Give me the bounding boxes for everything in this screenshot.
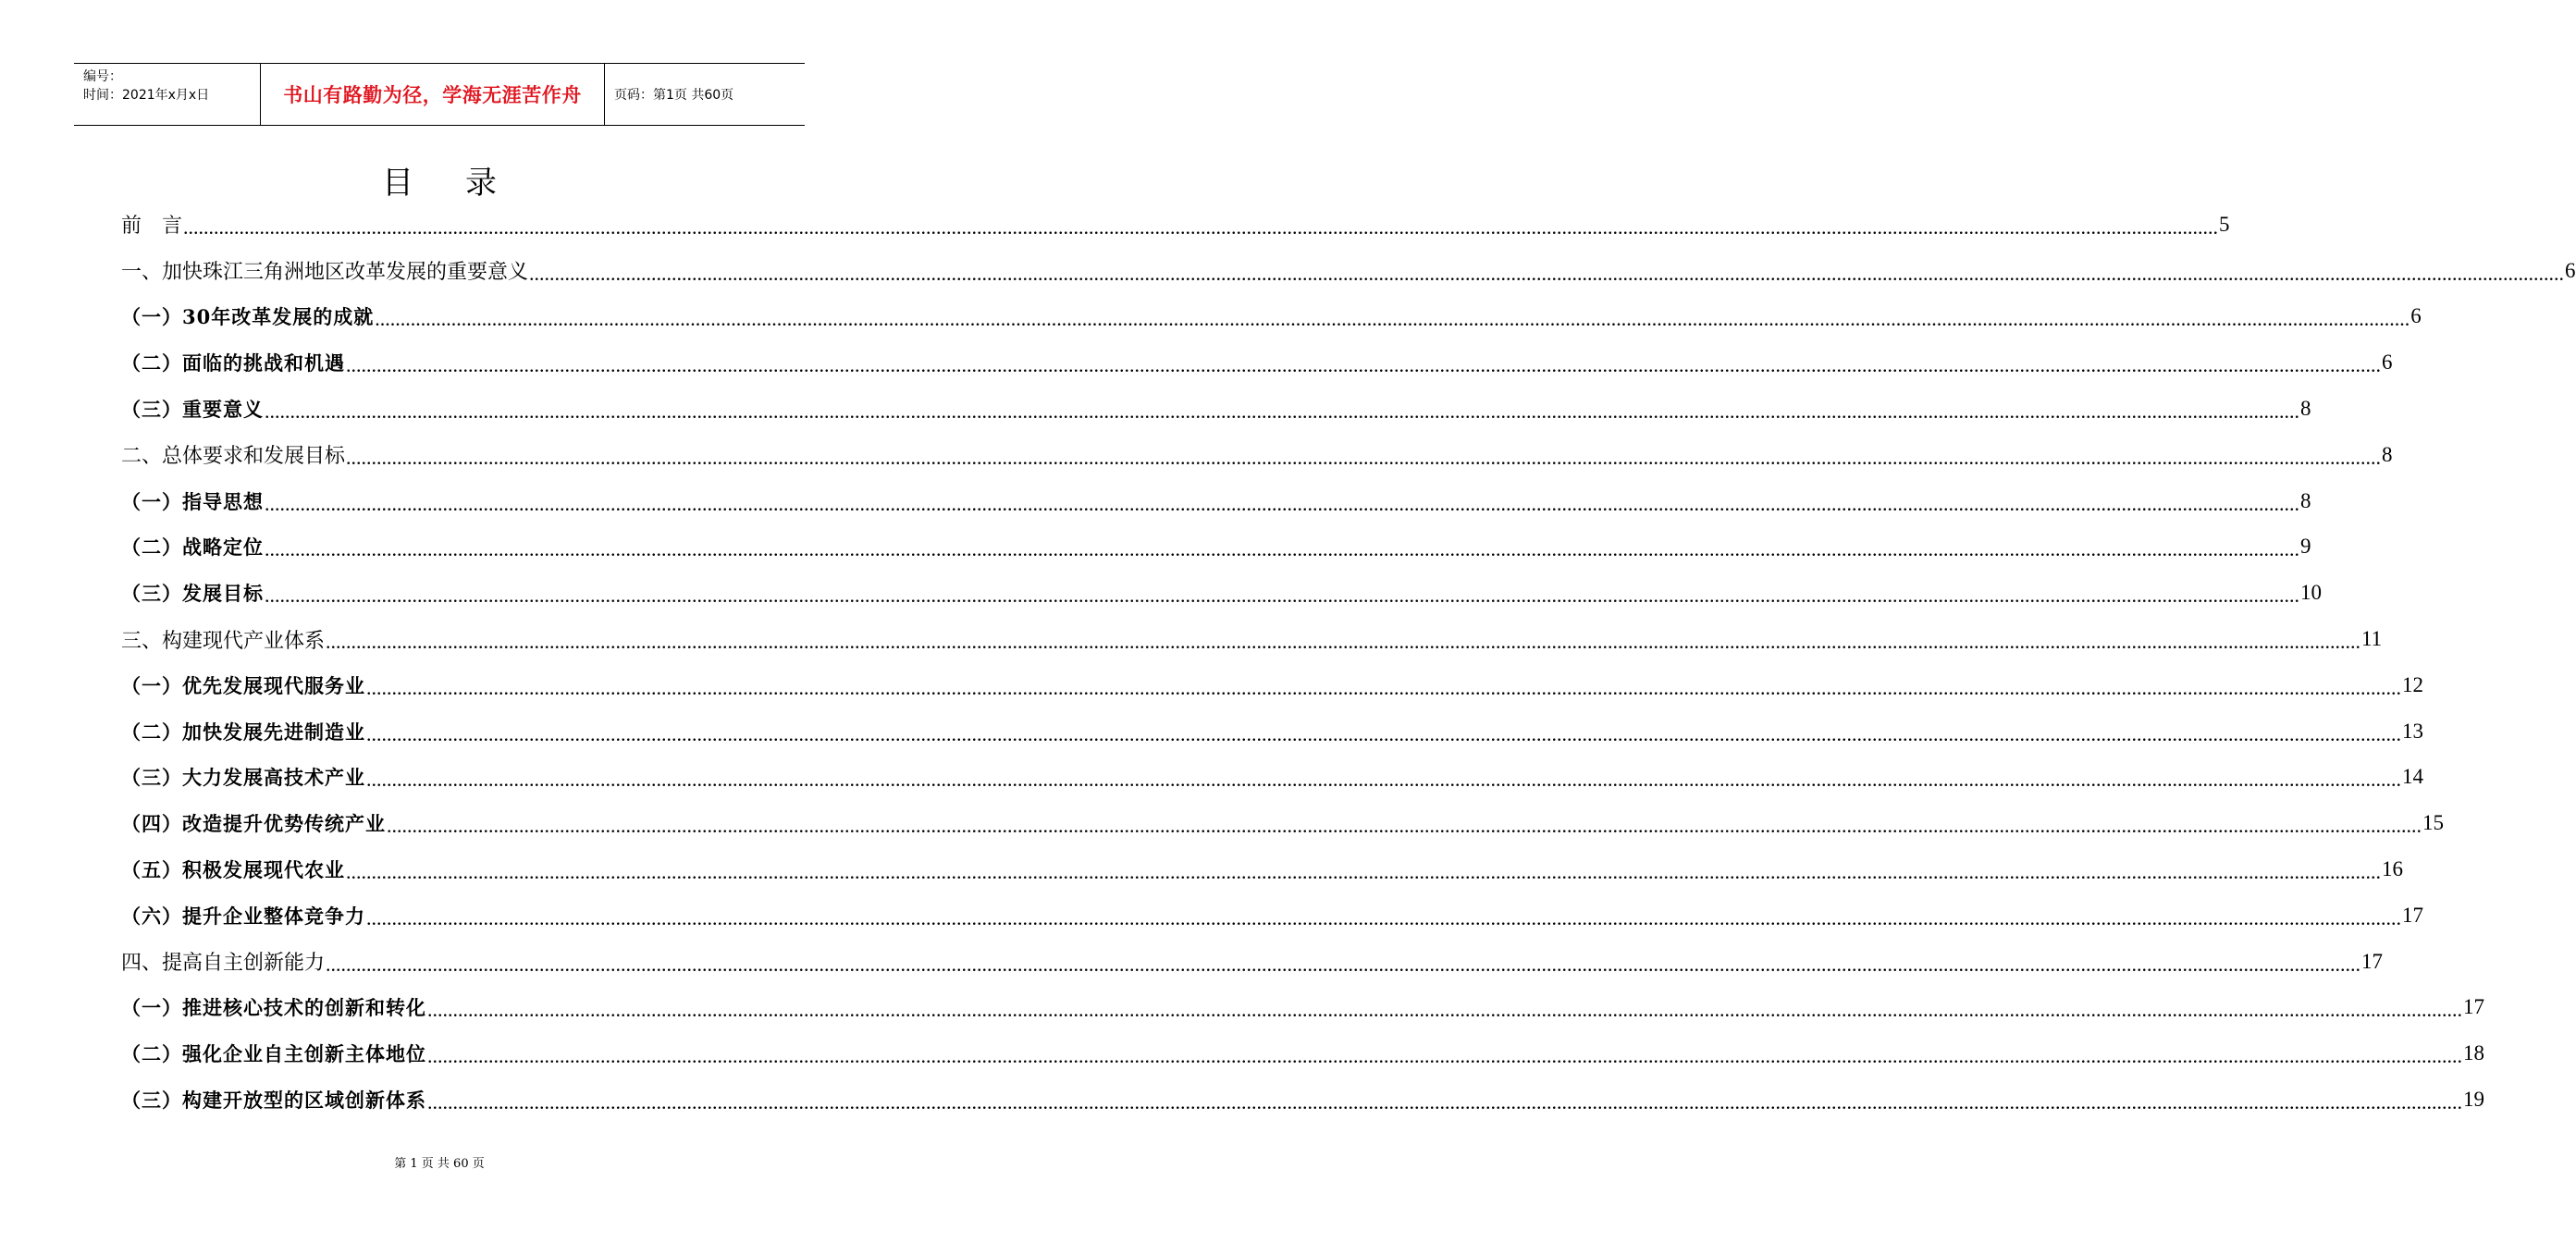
toc-leader-dots: ................................................................................................................................................................................................................................................................................................................................................................................................................ xyxy=(346,445,2382,469)
toc-leader-dots: ................................................................................................................................................................................................................................................................................................................................................................................................................ xyxy=(375,307,2410,331)
toc-leader-dots: ................................................................................................................................................................................................................................................................................................................................................................................................................ xyxy=(183,215,2219,239)
page-title-right: 录 xyxy=(465,165,497,202)
toc-entry-page: 9 xyxy=(2300,535,2311,559)
toc-entry[interactable] xyxy=(121,985,2484,1031)
toc-entry[interactable] xyxy=(121,892,2423,939)
toc-leader-dots: ................................................................................................................................................................................................................................................................................................................................................................................................................ xyxy=(427,1090,2462,1114)
toc-entry[interactable] xyxy=(121,432,2393,478)
toc-entry[interactable] xyxy=(121,524,2311,571)
toc-entry-label: （一）优先发展现代服务业 xyxy=(121,673,365,697)
toc-entry-page: 19 xyxy=(2463,1088,2484,1112)
toc-leader-dots: ................................................................................................................................................................................................................................................................................................................................................................................................................ xyxy=(387,814,2422,838)
toc-leader-dots: ................................................................................................................................................................................................................................................................................................................................................................................................................ xyxy=(366,675,2401,699)
toc-leader-dots: ................................................................................................................................................................................................................................................................................................................................................................................................................ xyxy=(427,998,2462,1022)
toc-leader-dots: ................................................................................................................................................................................................................................................................................................................................................................................................................ xyxy=(366,721,2401,745)
toc-entry-label: 前 言 xyxy=(121,215,183,239)
toc-entry-page: 18 xyxy=(2463,1041,2484,1065)
toc-entry-label: 二、总体要求和发展目标 xyxy=(121,445,346,469)
toc-entry[interactable] xyxy=(121,294,2422,340)
toc-entry[interactable] xyxy=(121,1077,2484,1123)
toc-entry-label: （一）指导思想 xyxy=(121,489,264,513)
toc-entry-label: （一）30年改革发展的成就 xyxy=(121,305,375,329)
toc-entry-page: 6 xyxy=(2382,351,2393,375)
toc-leader-dots: ................................................................................................................................................................................................................................................................................................................................................................................................................ xyxy=(265,537,2299,561)
toc-leader-dots: ................................................................................................................................................................................................................................................................................................................................................................................................................ xyxy=(265,491,2299,515)
page-title xyxy=(0,157,879,203)
toc-entry[interactable] xyxy=(121,1030,2484,1077)
toc-entry[interactable] xyxy=(121,202,2230,248)
table-of-contents xyxy=(121,202,2576,1123)
date-label: 时间：2021年x月x日 xyxy=(83,88,210,103)
toc-entry-page: 11 xyxy=(2361,627,2383,651)
toc-entry[interactable] xyxy=(121,708,2423,755)
toc-entry-page: 8 xyxy=(2300,488,2311,512)
toc-entry-label: （三）发展目标 xyxy=(121,582,264,606)
toc-entry[interactable] xyxy=(121,800,2444,846)
header-page-info: 页码：第1页 共60页 xyxy=(614,88,734,103)
header-meta-cell xyxy=(74,64,261,125)
toc-leader-dots: ................................................................................................................................................................................................................................................................................................................................................................................................................ xyxy=(427,1044,2462,1068)
toc-entry[interactable] xyxy=(121,846,2403,892)
toc-entry-label: （六）提升企业整体竞争力 xyxy=(121,904,365,928)
toc-entry-page: 16 xyxy=(2382,857,2403,881)
toc-entry-page: 17 xyxy=(2361,949,2384,973)
page-title-left: 目 xyxy=(382,165,413,202)
toc-leader-dots: ................................................................................................................................................................................................................................................................................................................................................................................................................ xyxy=(265,584,2299,608)
toc-entry-page: 10 xyxy=(2300,581,2322,605)
serial-number-label: 编号： xyxy=(83,69,122,84)
toc-leader-dots: ................................................................................................................................................................................................................................................................................................................................................................................................................ xyxy=(366,768,2401,792)
toc-entry-page: 17 xyxy=(2402,903,2423,927)
toc-entry-label: （二）加快发展先进制造业 xyxy=(121,720,365,744)
toc-entry[interactable] xyxy=(121,478,2311,524)
toc-entry[interactable] xyxy=(121,662,2423,708)
toc-entry-label: （二）面临的挑战和机遇 xyxy=(121,351,345,375)
toc-entry-page: 6 xyxy=(2410,304,2422,328)
toc-entry-page: 13 xyxy=(2402,719,2423,743)
toc-entry-label: 四、提高自主创新能力 xyxy=(121,952,326,976)
toc-leader-dots: ................................................................................................................................................................................................................................................................................................................................................................................................................ xyxy=(366,905,2401,929)
toc-entry[interactable] xyxy=(121,339,2393,386)
toc-entry-page: 8 xyxy=(2382,442,2393,466)
header-motto: 书山有路勤为径，学海无涯苦作舟 xyxy=(261,64,605,125)
toc-entry[interactable] xyxy=(121,386,2311,432)
toc-entry-label: （三）大力发展高技术产业 xyxy=(121,766,365,790)
toc-entry-label: （五）积极发展现代农业 xyxy=(121,858,345,882)
toc-entry-label: 三、构建现代产业体系 xyxy=(121,629,326,653)
toc-leader-dots: ................................................................................................................................................................................................................................................................................................................................................................................................................ xyxy=(346,860,2381,884)
page-footer: 第 1 页 共 60 页 xyxy=(394,1157,485,1171)
toc-entry-page: 14 xyxy=(2402,765,2423,789)
toc-entry-page: 6 xyxy=(2565,258,2576,282)
toc-entry[interactable] xyxy=(121,570,2322,616)
toc-entry-label: 一、加快珠江三角洲地区改革发展的重要意义 xyxy=(121,261,529,285)
toc-entry-label: （二）战略定位 xyxy=(121,535,264,560)
toc-entry-label: （三）重要意义 xyxy=(121,398,264,422)
toc-entry[interactable] xyxy=(121,939,2384,985)
toc-entry-page: 15 xyxy=(2422,811,2444,835)
toc-leader-dots: ................................................................................................................................................................................................................................................................................................................................................................................................................ xyxy=(346,353,2381,377)
toc-entry-label: （三）构建开放型的区域创新体系 xyxy=(121,1089,426,1113)
toc-leader-dots: ................................................................................................................................................................................................................................................................................................................................................................................................................ xyxy=(529,261,2565,285)
toc-leader-dots: ................................................................................................................................................................................................................................................................................................................................................................................................................ xyxy=(265,400,2299,424)
toc-entry-label: （四）改造提升优势传统产业 xyxy=(121,812,386,836)
toc-leader-dots: ................................................................................................................................................................................................................................................................................................................................................................................................................ xyxy=(326,630,2361,654)
toc-entry-page: 17 xyxy=(2463,995,2484,1019)
toc-entry-label: （一）推进核心技术的创新和转化 xyxy=(121,996,426,1020)
toc-entry[interactable] xyxy=(121,248,2576,294)
toc-entry[interactable] xyxy=(121,616,2383,662)
toc-entry-page: 8 xyxy=(2300,397,2311,421)
toc-entry-page: 5 xyxy=(2219,212,2230,236)
toc-leader-dots: ................................................................................................................................................................................................................................................................................................................................................................................................................ xyxy=(326,952,2361,976)
document-header xyxy=(74,63,805,126)
toc-entry-page: 12 xyxy=(2402,672,2423,696)
toc-entry-label: （二）强化企业自主创新主体地位 xyxy=(121,1042,426,1066)
toc-entry[interactable] xyxy=(121,755,2423,801)
